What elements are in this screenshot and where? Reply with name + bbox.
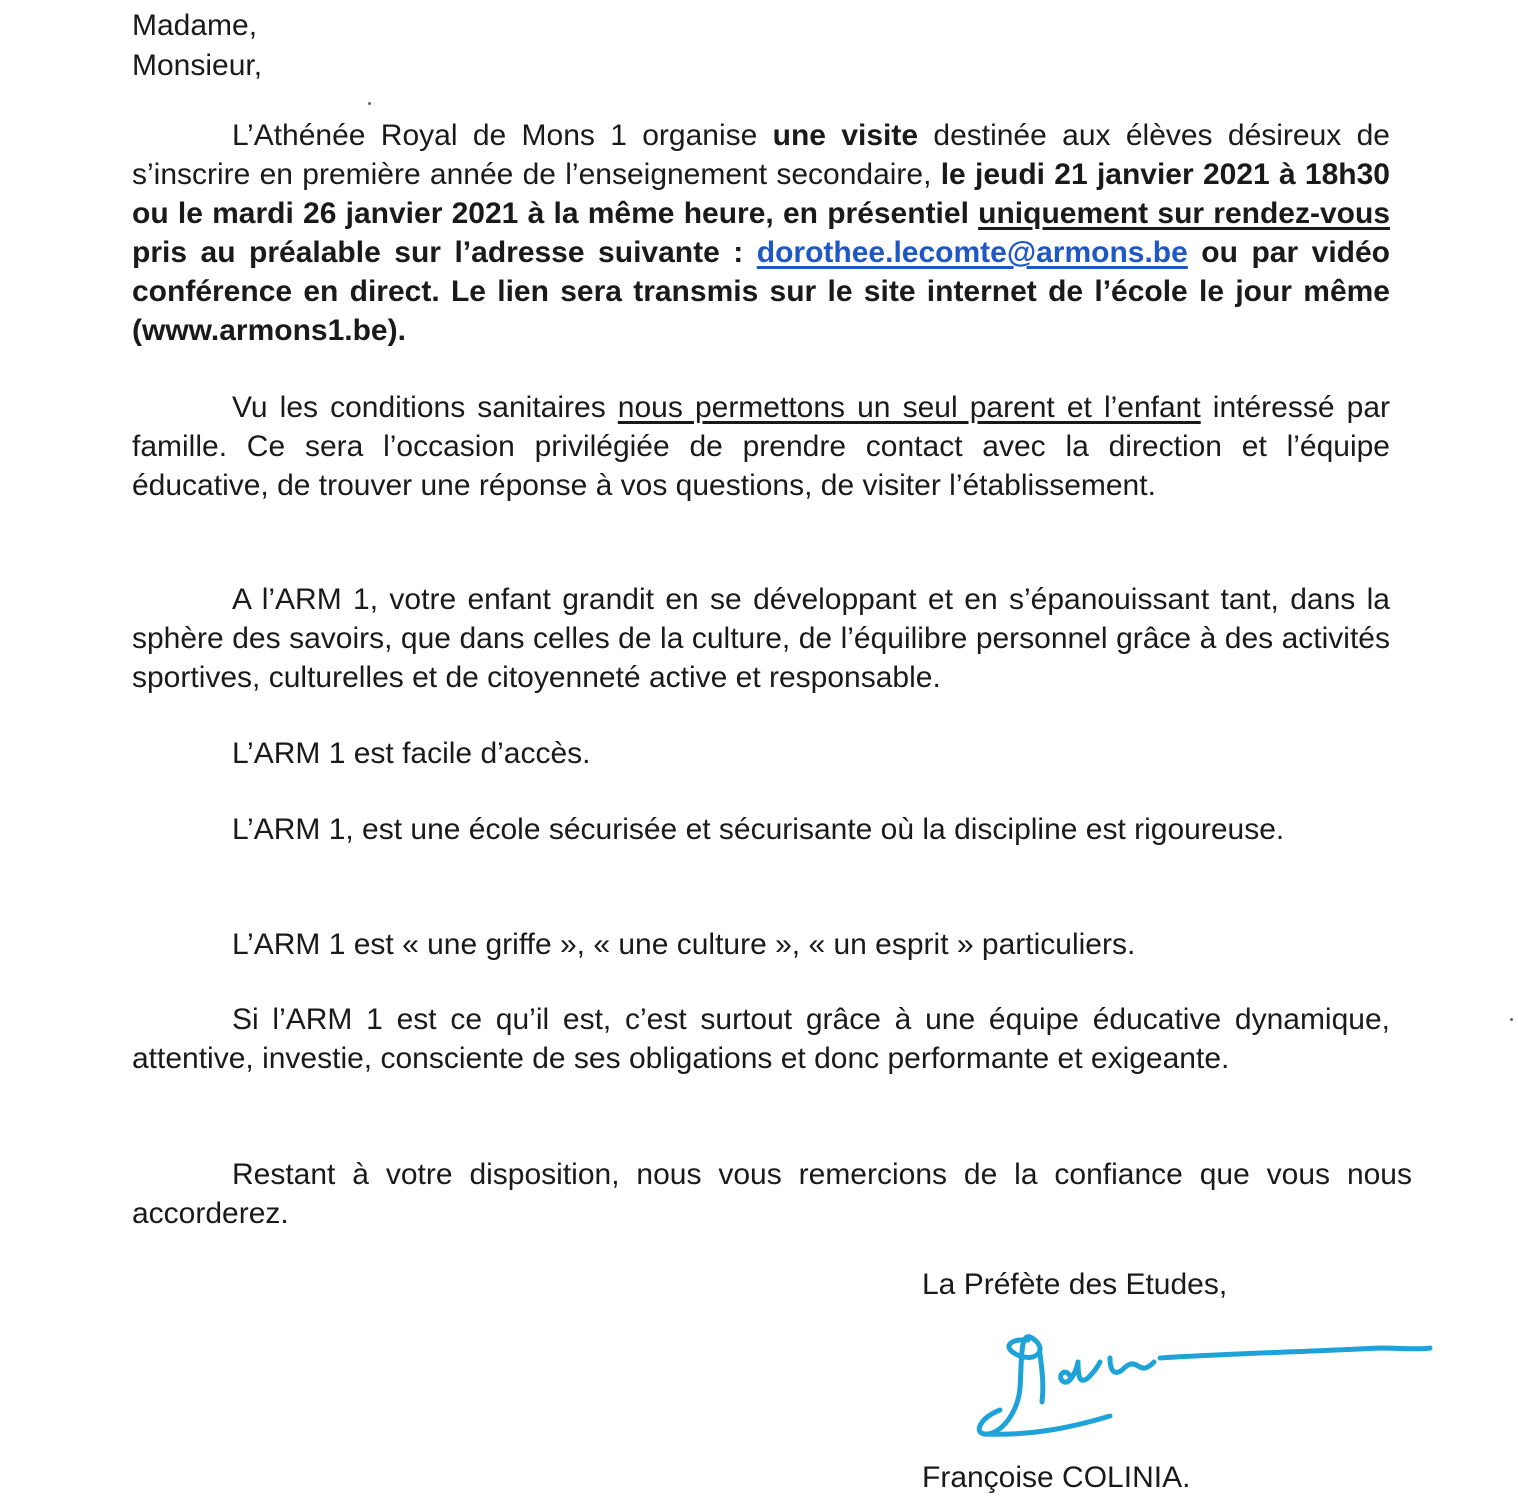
salutation-line-2: Monsieur, [132,49,263,82]
p1-text-2: destinée aux élèves désireux de s’inscrire en première année de l’enseignement secondaire, [132,119,1390,191]
p1-dates: le jeudi 21 janvier 2021 à 18h30 ou le mardi 26 janvier 2021 à la même heure, en présentiel [132,158,1390,230]
scan-speck [1510,1018,1513,1021]
p1-video-conference: ou par vidéo conférence en direct. Le lien sera transmis sur le site internet de l’école le jour même (www.armons1.be). [132,236,1390,347]
paragraph-growth [132,580,1390,697]
p4-text: L’ARM 1 est facile d’accès. [232,737,591,770]
p2-text-2: intéressé par famille. Ce sera l’occasion privilégiée de prendre contact avec la direction et l’équipe éducative, de trouver une réponse à vos questions, de visiter l’établissement. [132,391,1390,502]
paragraph-visit [132,116,1390,350]
p1-text-3: pris au préalable sur l’adresse suivante : [132,236,757,269]
paragraph-discipline [132,810,1390,849]
p1-text-1: L’Athénée Royal de Mons 1 organise [232,119,773,152]
paragraph-thanks [132,1155,1412,1233]
p7-text: Si l’ARM 1 est ce qu’il est, c’est surtout grâce à une équipe éducative dynamique, attentive, investie, consciente de ses obligations et donc performante et exigeante. [132,1003,1390,1075]
p1-emphasis-visit: une visite [772,119,919,152]
scan-speck [368,102,371,105]
p2-one-parent: nous permettons un seul parent et l’enfant [617,391,1201,424]
p5-text: L’ARM 1, est une école sécurisée et sécurisante où la discipline est rigoureuse. [232,813,1285,846]
email-link[interactable]: dorothee.lecomte@armons.be [756,236,1188,269]
salutation-line-1: Madame, [132,9,258,42]
signer-name: Françoise COLINIA. [922,1461,1191,1494]
p6-text: L’ARM 1 est « une griffe », « une culture », « un esprit » particuliers. [232,928,1136,961]
salutation [132,6,262,86]
closing-title: La Préfète des Etudes, [922,1268,1228,1301]
p8-text: Restant à votre disposition, nous vous remercions de la confiance que vous nous accorderez. [132,1158,1412,1230]
p1-appointment-only: uniquement sur rendez-vous [978,197,1391,230]
p2-text-1: Vu les conditions sanitaires [232,391,618,424]
p3-text: A l’ARM 1, votre enfant grandit en se développant et en s’épanouissant tant, dans la sphère des savoirs, que dans celles de la culture, de l’équilibre personnel grâce à des activités sportives, culturelles et de citoyenneté active et responsable. [132,583,1390,694]
paragraph-sanitary [132,388,1390,505]
paragraph-griffe [132,925,1390,964]
handwritten-signature [960,1318,1440,1448]
paragraph-access [132,734,1390,773]
paragraph-team [132,1000,1390,1078]
